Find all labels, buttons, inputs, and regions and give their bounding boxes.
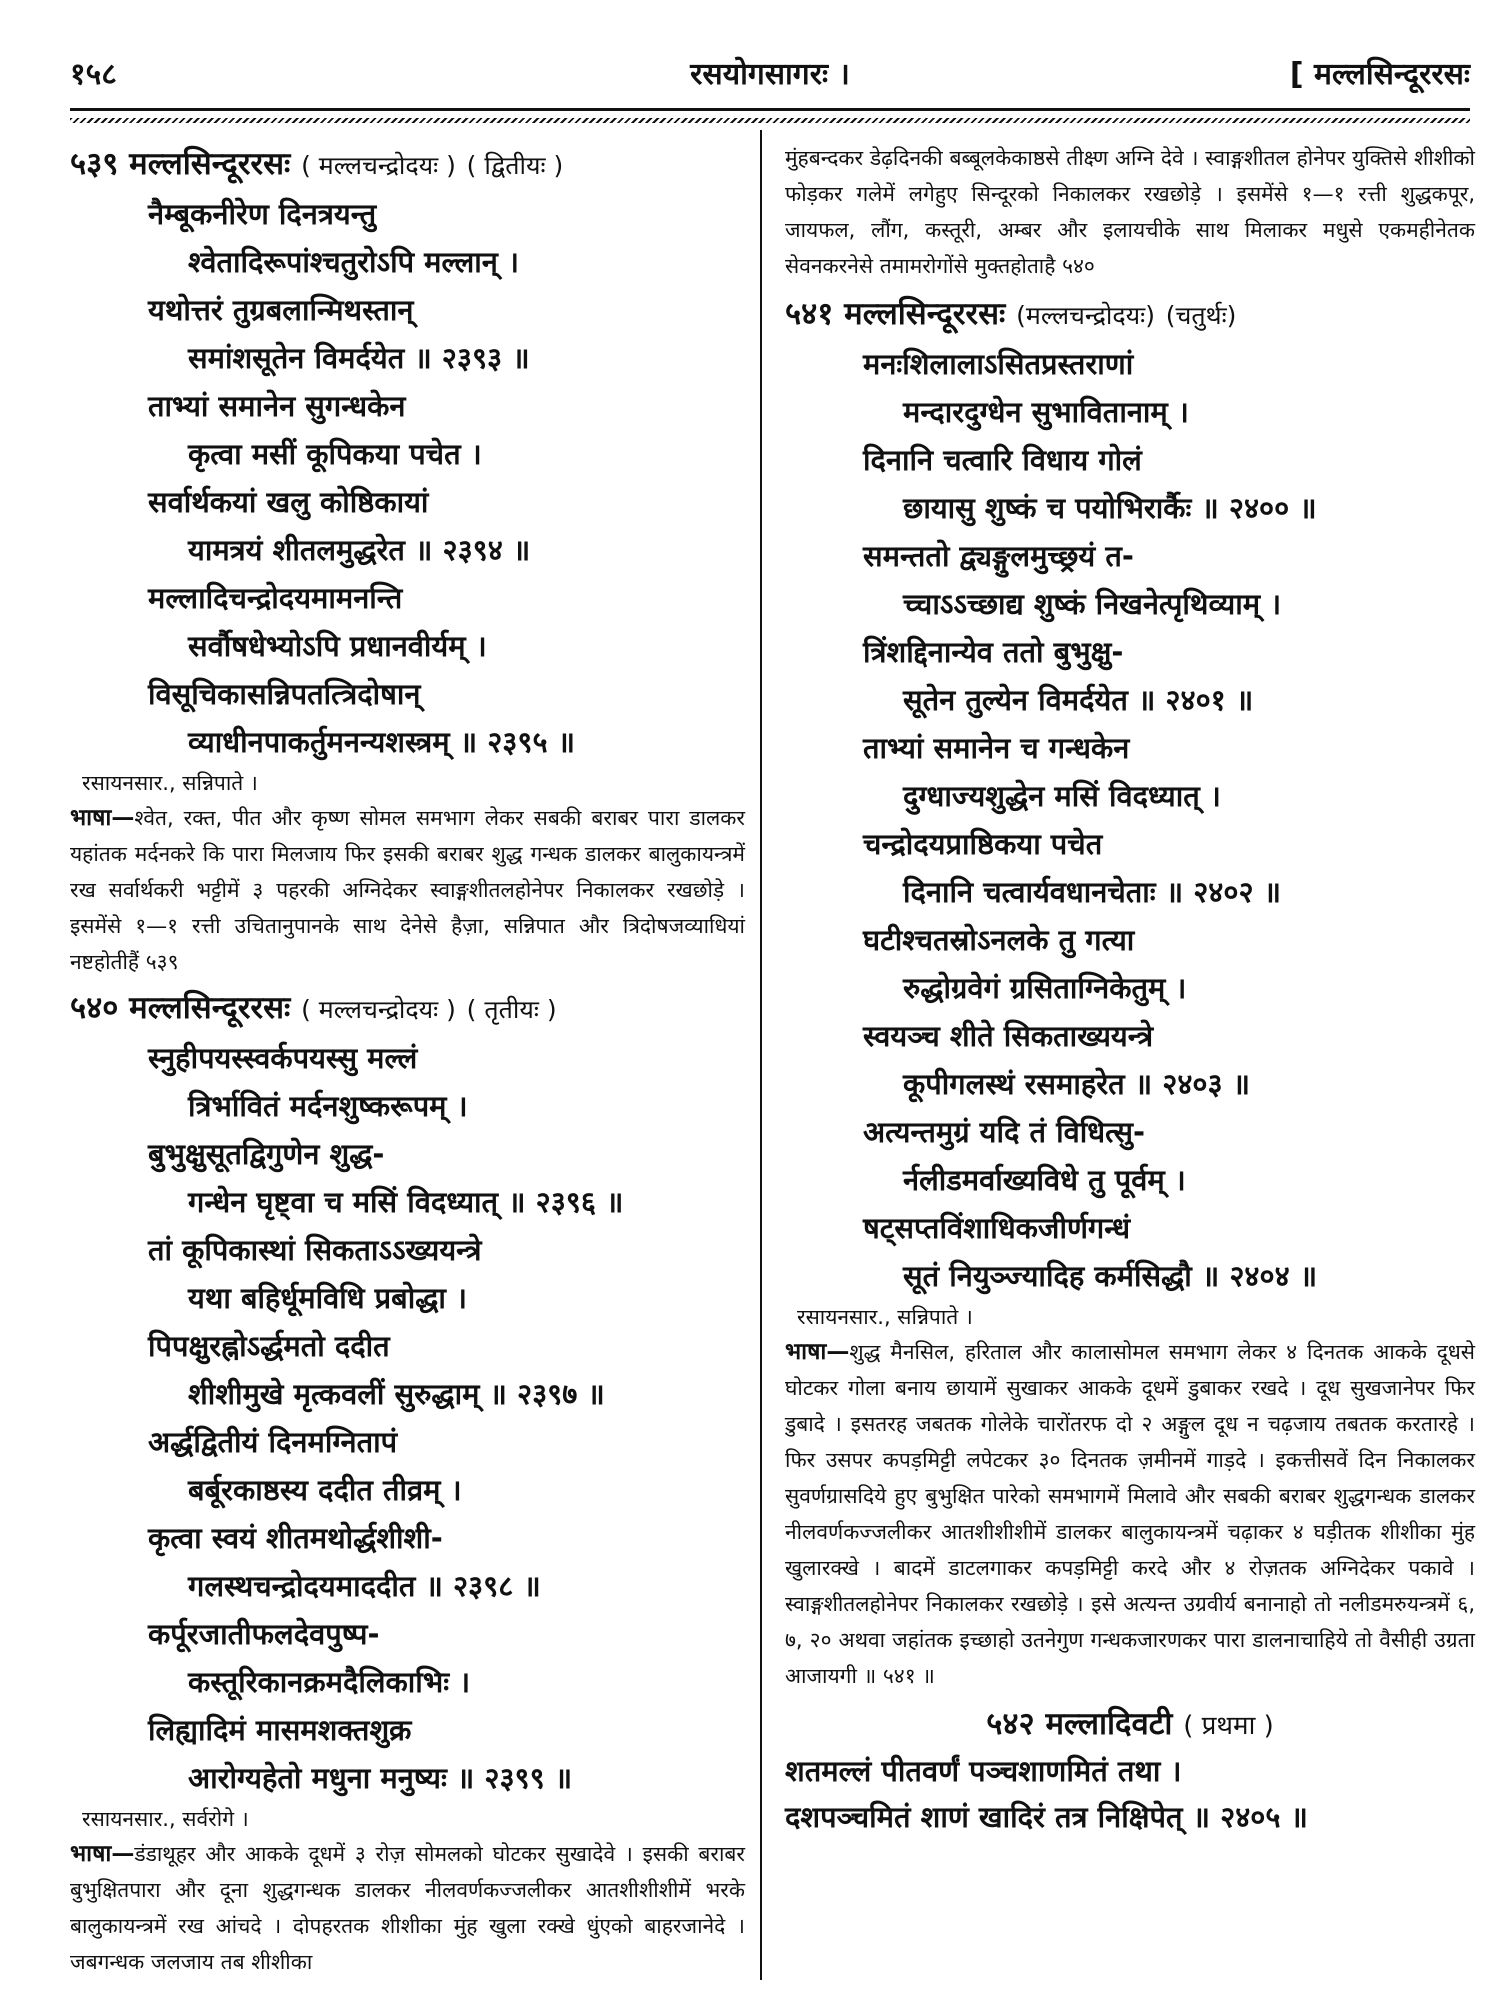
section-number: ५४० bbox=[70, 990, 119, 1026]
column-divider bbox=[760, 130, 762, 1980]
verse-line: सर्वौषधेभ्योऽपि प्रधानवीर्यम् । bbox=[188, 629, 487, 663]
source-citation: रसायनसार., सर्वरोगे । bbox=[82, 1807, 249, 1831]
section-heading-541 bbox=[785, 292, 1475, 334]
bhasha-text: शुद्ध मैनसिल, हरिताल और कालासोमल समभाग लेकर ४ दिनतक आकके दूधसे घोटकर गोला बनाय छायामें सुखाकर आकके दूधमें डुबाकर रखदे । दूध सुखजानेपर फिर डुबादे । इसतरह जबतक गोलेके चारोंतरफ दो २ अङ्गुल दूध न चढ़जाय तबतक करतारहे । फिर उसपर कपड़मिट्टी लपेटकर ३० दिनतक ज़मीनमें गाड़दे । इकत्तीसवें दिन निकालकर सुवर्णग्रासदिये हुए बुभुक्षित पारेको समभागमें मिलावे और सबकी बराबर शुद्धगन्धक डालकर नीलवर्णकज्जलीकर आतशीशीशीमें डालकर बालुकायन्त्रमें चढ़ाकर ४ घड़ीतक शीशीका मुंह खुलारक्खे । बादमें डाटलगाकर कपड़मिट्टी करदे और ४ रोज़तक अग्निदेकर पकावे । स्वाङ्गशीतलहोनेपर निकालकर रखछोड़े । इसे अत्यन्त उग्रवीर्य बनानाहो तो नलीडमरुयन्त्रमें ६, ७, २० अथवा जहांतक इच्छाहो उतनेगुण गन्धकजारणकर पारा डालनाचाहिये तो वैसीही उग्रता आजायगी ॥ ५४१ ॥ bbox=[785, 1340, 1475, 1688]
verse-block-542 bbox=[785, 1748, 1475, 1840]
verse-block-541 bbox=[785, 340, 1475, 1300]
section-alt-name: ( मल्लचन्द्रोदयः ) bbox=[301, 151, 456, 180]
verse-line: बर्बूरकाष्ठस्य ददीत तीव्रम् । bbox=[188, 1473, 462, 1507]
verse-line: आरोग्यहेतो मधुना मनुष्यः ॥ २३९९ ॥ bbox=[188, 1761, 573, 1795]
section-number: ५४२ bbox=[986, 1706, 1035, 1742]
verse-line: मल्लादिचन्द्रोदयमामनन्ति bbox=[148, 581, 403, 615]
verse-line: बुभुक्षुसूतद्विगुणेन शुद्ध- bbox=[148, 1137, 385, 1171]
right-column bbox=[785, 140, 1475, 1840]
verse-line: रुद्धोग्रवेगं ग्रसिताग्निकेतुम् । bbox=[903, 971, 1187, 1005]
verse-line: दिनानि चत्वार्यवधानचेताः ॥ २४०२ ॥ bbox=[903, 875, 1282, 909]
running-section: [ मल्लसिन्दूररसः bbox=[1289, 57, 1470, 92]
verse-line: दशपञ्चमितं शाणं खादिरं तत्र निक्षिपेत् ॥ २४०५ ॥ bbox=[785, 1800, 1308, 1834]
verse-line: त्रिर्भावितं मर्दनशुष्करूपम् । bbox=[188, 1089, 468, 1123]
verse-line: लिह्यादिमं मासमशक्तशुक्र bbox=[148, 1713, 412, 1747]
verse-line: मनःशिलालाऽसितप्रस्तराणां bbox=[863, 347, 1134, 381]
verse-line: पिपक्षुरह्नोऽर्द्धमतो ददीत bbox=[148, 1329, 390, 1363]
running-title: रसयोगसागरः । bbox=[690, 57, 850, 92]
verse-line: र्नलीडमर्वाख्यविधे तु पूर्वम् । bbox=[903, 1163, 1186, 1197]
bhasha-label: भाषा— bbox=[70, 805, 135, 831]
verse-line: कूपीगलस्थं रसमाहरेत ॥ २४०३ ॥ bbox=[903, 1067, 1251, 1101]
left-column bbox=[70, 140, 745, 1980]
verse-line: सूतेन तुल्येन विमर्दयेत ॥ २४०१ ॥ bbox=[903, 683, 1254, 717]
verse-line: च्चाऽऽच्छाद्य शुष्कं निखनेत्पृथिव्याम् । bbox=[903, 587, 1282, 621]
verse-line: तां कूपिकास्थां सिकताऽऽख्ययन्त्रे bbox=[148, 1233, 482, 1267]
verse-line: व्याधीनपाकर्तुमनन्यशस्त्रम् ॥ २३९५ ॥ bbox=[188, 725, 575, 759]
bhasha-label: भाषा— bbox=[785, 1339, 850, 1365]
section-ordinal: (चतुर्थः) bbox=[1165, 301, 1237, 330]
source-citation: रसायनसार., सन्निपाते । bbox=[797, 1305, 973, 1329]
verse-line: गन्धेन घृष्ट्वा च मसिं विदध्यात् ॥ २३९६ ॥ bbox=[188, 1185, 624, 1219]
section-heading-540 bbox=[70, 986, 745, 1028]
bhasha-commentary-541 bbox=[785, 1334, 1475, 1694]
verse-line: त्रिंशद्दिनान्येव ततो बुभुक्षु- bbox=[863, 635, 1124, 669]
verse-line: स्नुहीपयस्स्वर्कपयस्सु मल्लं bbox=[148, 1041, 418, 1075]
verse-line: नैम्बूकनीरेण दिनत्रयन्तु bbox=[148, 197, 377, 231]
section-number: ५४१ bbox=[785, 296, 834, 332]
verse-line: सूतं नियुञ्ज्यादिह कर्मसिद्धौ ॥ २४०४ ॥ bbox=[903, 1259, 1318, 1293]
bhasha-text: श्वेत, रक्त, पीत और कृष्ण सोमल समभाग लेकर सबकी बराबर पारा डालकर यहांतक मर्दनकरे कि पारा मिलजाय फिर इसकी बराबर शुद्ध गन्धक डालकर बालुकायन्त्रमें रख सर्वार्थकरी भट्टीमें ३ पहरकी अग्निदेकर स्वाङ्गशीतलहोनेपर निकालकर रखछोड़े । इसमेंसे १—१ रत्ती उचितानुपानके साथ देनेसे हैज़ा, सन्निपात और त्रिदोषजव्याधियां नष्टहोतीहैं ५३९ bbox=[70, 806, 745, 974]
verse-line: सर्वार्थकयां खलु कोष्ठिकायां bbox=[148, 485, 429, 519]
bhasha-continuation-540: मुंहबन्दकर डेढ़दिनकी बब्बूलकेकाष्ठसे तीक्ष्ण अग्नि देवे । स्वाङ्गशीतल होनेपर युक्तिसे शीशीको फोड़कर गलेमें लगेहुए सिन्दूरको निकालकर रखछोड़े । इसमेंसे १—१ रत्ती शुद्धकपूर, जायफल, लौंग, कस्तूरी, अम्बर और इलायचीके साथ मिलाकर मधुसे एकमहीनेतक सेवनकरनेसे तमामरोगोंसे मुक्तहोताहै ५४० bbox=[785, 146, 1475, 278]
header-hatched-rule bbox=[70, 118, 1470, 123]
section-alt-name: ( मल्लचन्द्रोदयः ) bbox=[301, 995, 456, 1024]
section-name: मल्लसिन्दूररसः bbox=[844, 296, 1006, 332]
verse-line: कृत्वा स्वयं शीतमथोर्द्धशीशी- bbox=[148, 1521, 443, 1555]
verse-line: श्वेतादिरूपांश्चतुरोऽपि मल्लान् । bbox=[188, 245, 519, 279]
bhasha-commentary-539 bbox=[70, 800, 745, 980]
page-number: १५८ bbox=[70, 57, 117, 92]
bhasha-text: डंडाथूहर और आकके दूधमें ३ रोज़ सोमलको घोटकर सुखादेवे । इसकी बराबर बुभुक्षितपारा और दूना शुद्धगन्धक डालकर नीलवर्णकज्जलीकर आतशीशीशीमें भरके बालुकायन्त्रमें रख आंचदे । दोपहरतक शीशीका मुंह खुला रक्खे धुंएको बाहरजानेदे । जबगन्धक जलजाय तब शीशीका bbox=[70, 1842, 745, 1974]
verse-line: दिनानि चत्वारि विधाय गोलं bbox=[863, 443, 1142, 477]
verse-line: यथोत्तरं तुग्रबलान्मिथस्तान् bbox=[148, 293, 414, 327]
section-name: मल्लसिन्दूररसः bbox=[129, 146, 291, 182]
verse-block-539 bbox=[70, 190, 745, 766]
verse-line: स्वयञ्च शीते सिकताख्ययन्त्रे bbox=[863, 1019, 1154, 1053]
verse-line: शतमल्लं पीतवर्णं पञ्चशाणमितं तथा । bbox=[785, 1754, 1182, 1788]
section-name: मल्लादिवटी bbox=[1045, 1706, 1173, 1742]
verse-line: शीशीमुखे मृत्कवलीं सुरुद्धाम् ॥ २३९७ ॥ bbox=[188, 1377, 605, 1411]
verse-line: ताभ्यां समानेन च गन्धकेन bbox=[863, 731, 1130, 765]
source-citation: रसायनसार., सन्निपाते । bbox=[82, 771, 258, 795]
verse-line: ताभ्यां समानेन सुगन्धकेन bbox=[148, 389, 406, 423]
section-heading-539 bbox=[70, 142, 745, 184]
verse-line: विसूचिकासन्निपतत्त्रिदोषान् bbox=[148, 677, 421, 711]
section-heading-542 bbox=[785, 1702, 1475, 1744]
verse-line: कस्तूरिकानक्रमदैलिकाभिः । bbox=[188, 1665, 471, 1699]
verse-line: मन्दारदुग्धेन सुभावितानाम् । bbox=[903, 395, 1189, 429]
section-name: मल्लसिन्दूररसः bbox=[129, 990, 291, 1026]
verse-line: घटीश्चतस्रोऽनलके तु गत्या bbox=[863, 923, 1135, 957]
bhasha-label: भाषा— bbox=[70, 1841, 135, 1867]
bhasha-commentary-540 bbox=[70, 1836, 745, 1980]
section-alt-name: (मल्लचन्द्रोदयः) bbox=[1016, 301, 1155, 330]
section-ordinal: ( तृतीयः ) bbox=[466, 995, 557, 1024]
verse-line: चन्द्रोदयप्राष्ठिकया पचेत bbox=[863, 827, 1103, 861]
verse-line: यामत्रयं शीतलमुद्धरेत ॥ २३९४ ॥ bbox=[188, 533, 531, 567]
page-header bbox=[70, 52, 1470, 102]
verse-line: दुग्धाज्यशुद्धेन मसिं विदध्यात् । bbox=[903, 779, 1221, 813]
verse-line: समन्ततो द्व्यङ्गुलमुच्छ्रयं त- bbox=[863, 539, 1134, 573]
verse-line: अर्द्धद्वितीयं दिनमग्नितापं bbox=[148, 1425, 398, 1459]
header-rule bbox=[70, 108, 1470, 111]
verse-line: छायासु शुष्कं च पयोभिरार्कैः ॥ २४०० ॥ bbox=[903, 491, 1317, 525]
verse-line: गलस्थचन्द्रोदयमाददीत ॥ २३९८ ॥ bbox=[188, 1569, 541, 1603]
verse-line: अत्यन्तमुग्रं यदि तं विधित्सु- bbox=[863, 1115, 1146, 1149]
verse-line: समांशसूतेन विमर्दयेत ॥ २३९३ ॥ bbox=[188, 341, 530, 375]
verse-line: षट्सप्तविंशाधिकजीर्णगन्धं bbox=[863, 1211, 1131, 1245]
verse-line: कर्पूरजातीफलदेवपुष्प- bbox=[148, 1617, 380, 1651]
verse-block-540 bbox=[70, 1034, 745, 1802]
verse-line: यथा बहिर्धूमविधि प्रबोद्धा । bbox=[188, 1281, 468, 1315]
section-ordinal: ( द्वितीयः ) bbox=[466, 151, 564, 180]
verse-line: कृत्वा मसीं कूपिकया पचेत । bbox=[188, 437, 482, 471]
section-number: ५३९ bbox=[70, 146, 119, 182]
section-ordinal: ( प्रथमा ) bbox=[1183, 1711, 1274, 1741]
